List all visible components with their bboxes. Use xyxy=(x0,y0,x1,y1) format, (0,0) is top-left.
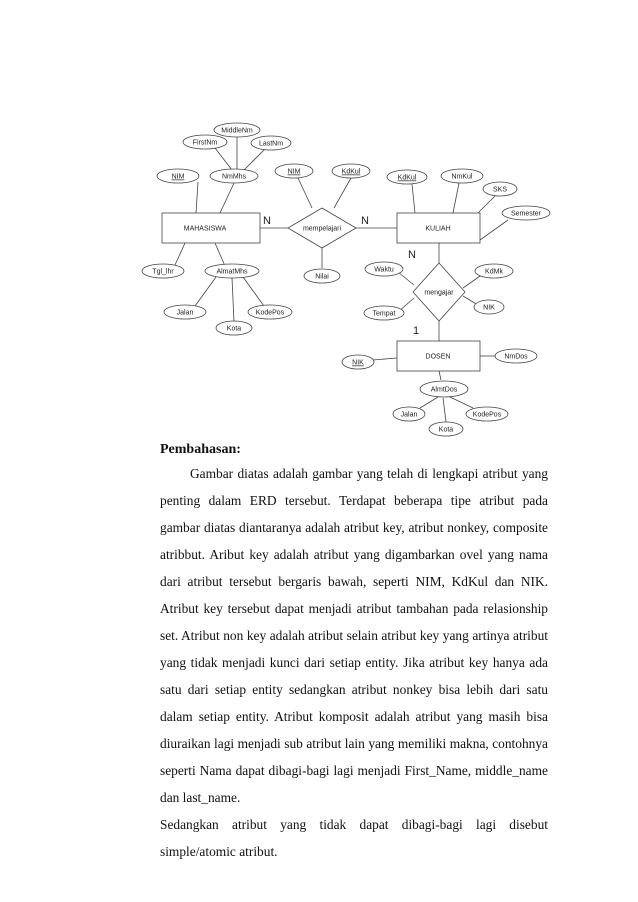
attr-lastnm xyxy=(251,136,291,150)
svg-text:KodePos: KodePos xyxy=(472,411,502,419)
relationship-mempelajari xyxy=(288,208,356,248)
svg-text:NIM: NIM xyxy=(287,168,301,176)
svg-text:NIK: NIK xyxy=(483,304,495,312)
svg-text:NmMhs: NmMhs xyxy=(221,173,247,181)
attr-kota-dosen xyxy=(429,422,463,436)
attr-nmmhs xyxy=(210,169,258,183)
svg-text:KdKul: KdKul xyxy=(397,174,417,182)
attr-kodepos-mahasiswa xyxy=(248,305,292,319)
svg-text:KULIAH: KULIAH xyxy=(425,225,451,233)
erd-diagram xyxy=(0,0,638,440)
attr-kdkul xyxy=(387,170,427,184)
svg-text:mempelajari: mempelajari xyxy=(302,225,342,233)
cardinality-n-mahasiswa: N xyxy=(263,215,271,227)
relationship-mengajar xyxy=(413,263,465,321)
svg-text:Kota: Kota xyxy=(226,325,242,333)
attr-waktu xyxy=(365,262,403,276)
entity-mahasiswa xyxy=(162,213,260,243)
svg-text:mengajar: mengajar xyxy=(424,289,454,297)
attr-nim-mahasiswa xyxy=(157,169,199,183)
attr-jalan-dosen xyxy=(393,407,425,421)
svg-text:KodePos: KodePos xyxy=(255,309,285,317)
attr-kdmk xyxy=(475,264,513,278)
svg-text:FirstNm: FirstNm xyxy=(192,139,218,147)
svg-text:Kota: Kota xyxy=(438,426,454,434)
entity-dosen xyxy=(397,341,480,371)
attr-firstnm xyxy=(183,135,227,149)
attr-tgl-lhr xyxy=(142,264,184,278)
paragraph-2: Sedangkan atribut yang tidak dapat dibagi-bagi lagi disebut simple/atomic atribut. xyxy=(160,817,548,859)
svg-text:NIM: NIM xyxy=(171,173,185,181)
attr-kota-mahasiswa xyxy=(216,321,252,335)
entity-kuliah xyxy=(397,213,480,243)
attr-nik-dosen xyxy=(342,355,374,369)
attr-sks xyxy=(483,182,517,196)
svg-text:Waktu: Waktu xyxy=(374,266,394,274)
svg-text:Jalan: Jalan xyxy=(400,411,418,419)
attr-almtdos xyxy=(420,381,468,397)
svg-text:AlmtDos: AlmtDos xyxy=(430,386,458,394)
svg-text:SKS: SKS xyxy=(492,186,508,194)
attr-nim-relationship xyxy=(275,164,313,178)
svg-text:MiddleNm: MiddleNm xyxy=(221,127,253,135)
attr-nmdos xyxy=(495,349,537,363)
attr-kodepos-dosen xyxy=(466,407,508,421)
svg-text:Jalan: Jalan xyxy=(176,309,194,317)
svg-text:Semester: Semester xyxy=(511,210,541,218)
attr-middlenm xyxy=(214,123,260,137)
attr-nilai xyxy=(304,269,340,283)
body-text xyxy=(160,460,548,865)
attr-semester xyxy=(502,206,550,220)
svg-text:KdKul: KdKul xyxy=(341,168,361,176)
section-heading: Pembahasan: xyxy=(160,442,241,457)
svg-text:Nilai: Nilai xyxy=(315,273,329,281)
attr-kdkul-relationship xyxy=(332,164,370,178)
attr-tempat xyxy=(364,306,404,320)
cardinality-1-dosen: 1 xyxy=(412,325,420,337)
attr-nik-relationship xyxy=(474,300,504,314)
svg-text:NIK: NIK xyxy=(352,359,364,367)
svg-text:NmDos: NmDos xyxy=(504,353,528,361)
cardinality-n-kuliah-mengajar: N xyxy=(408,249,416,261)
cardinality-n-kuliah: N xyxy=(361,215,369,227)
svg-text:AlmatMhs: AlmatMhs xyxy=(216,268,248,276)
svg-text:NmKul: NmKul xyxy=(451,173,473,181)
svg-text:Tgl_lhr: Tgl_lhr xyxy=(152,268,174,276)
attr-nmkul xyxy=(441,169,483,183)
svg-text:MAHASISWA: MAHASISWA xyxy=(183,225,227,233)
attr-almatmhs xyxy=(205,264,259,278)
svg-text:Tempat: Tempat xyxy=(372,310,396,318)
attr-jalan-mahasiswa xyxy=(164,305,206,319)
svg-text:DOSEN: DOSEN xyxy=(425,353,451,361)
svg-text:LastNm: LastNm xyxy=(258,140,284,148)
svg-text:KdMk: KdMk xyxy=(485,268,503,276)
paragraph-1: Gambar diatas adalah gambar yang telah di lengkapi atribut yang penting dalam ERD tersebut. Terdapat beberapa tipe atribut pada gambar diatas diantaranya adalah atribut key, atribut nonkey, composite atribbut. Aribut key adalah atribut yang digambarkan ovel yang nama dari atribut tersebut bergaris bawah, seperti NIM, KdKul dan NIK. Atribut key tersebut dapat menjadi atribut tambahan pada relasionship set. Atribut non key adalah atribut selain atribut key yang artinya atribut yang tidak menjadi kunci dari setiap entity. Jika atribut key hanya ada satu dari setiap entity sedangkan atribut nonkey bisa lebih dari satu dalam setiap entity. Atribut komposit adalah atribut yang masih bisa diuraikan lagi menjadi sub atribut lain yang memiliki makna, contohnya seperti Nama dapat dibagi-bagi lagi menjadi First_Name, middle_name dan last_name. xyxy=(160,466,548,805)
